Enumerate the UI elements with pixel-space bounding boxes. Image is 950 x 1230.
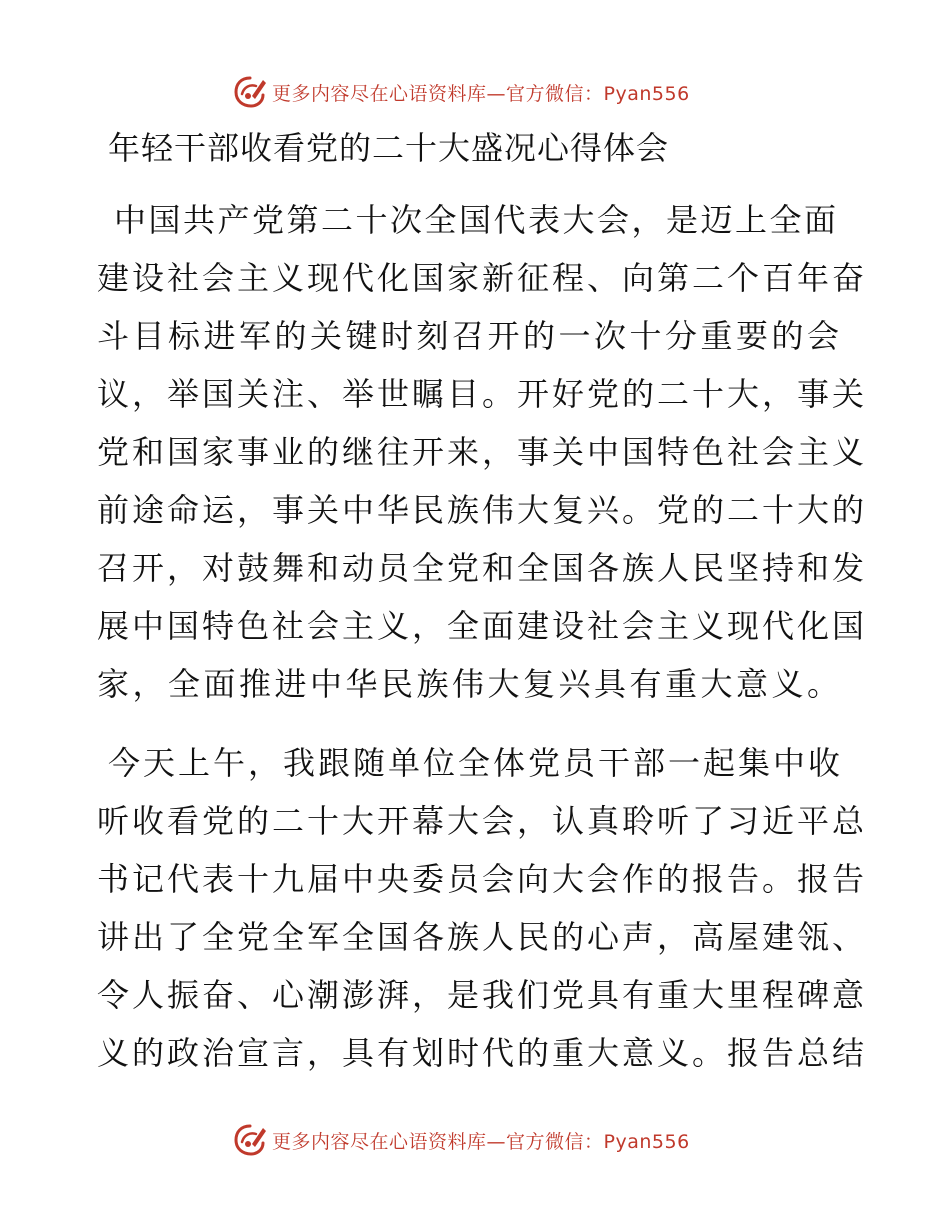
- text-line: 今天上午，我跟随单位全体党员干部一起集中收: [108, 744, 844, 782]
- text-line: 令人振奋、心潮澎湃，是我们党具有重大里程碑意: [97, 976, 868, 1014]
- watermark-text: 更多内容尽在心语资料库—官方微信：Pyan556: [272, 82, 690, 105]
- text-line: 前途命运，事关中华民族伟大复兴。党的二十大的: [97, 491, 868, 529]
- text-line: 党和国家事业的继往开来，事关中国特色社会主义: [97, 433, 868, 471]
- pen-swirl-logo-icon: [232, 74, 268, 110]
- text-line: 斗目标进军的关键时刻召开的一次十分重要的会: [97, 317, 843, 355]
- watermark-text: 更多内容尽在心语资料库—官方微信：Pyan556: [272, 1130, 690, 1153]
- text-line: 义的政治宣言，具有划时代的重大意义。报告总结: [97, 1034, 868, 1072]
- pen-swirl-logo-icon: [232, 1122, 268, 1158]
- text-line: 家，全面推进中华民族伟大复兴具有重大意义。: [97, 665, 843, 703]
- page-title: 年轻干部收看党的二十大盛况心得体会: [108, 129, 670, 167]
- text-line: 讲出了全党全军全国各族人民的心声，高屋建瓴、: [97, 918, 868, 956]
- text-line: 中国共产党第二十次全国代表大会，是迈上全面: [114, 201, 839, 239]
- text-line: 听收看党的二十大开幕大会，认真聆听了习近平总: [97, 802, 868, 840]
- text-line: 召开，对鼓舞和动员全党和全国各族人民坚持和发: [97, 549, 868, 587]
- header-watermark: [232, 72, 690, 112]
- text-line: 议，举国关注、举世瞩目。开好党的二十大，事关: [97, 375, 868, 413]
- text-line: 展中国特色社会主义，全面建设社会主义现代化国: [97, 607, 868, 645]
- text-line: 书记代表十九届中央委员会向大会作的报告。报告: [97, 860, 868, 898]
- text-line: 建设社会主义现代化国家新征程、向第二个百年奋: [97, 259, 868, 297]
- footer-watermark: [232, 1120, 690, 1160]
